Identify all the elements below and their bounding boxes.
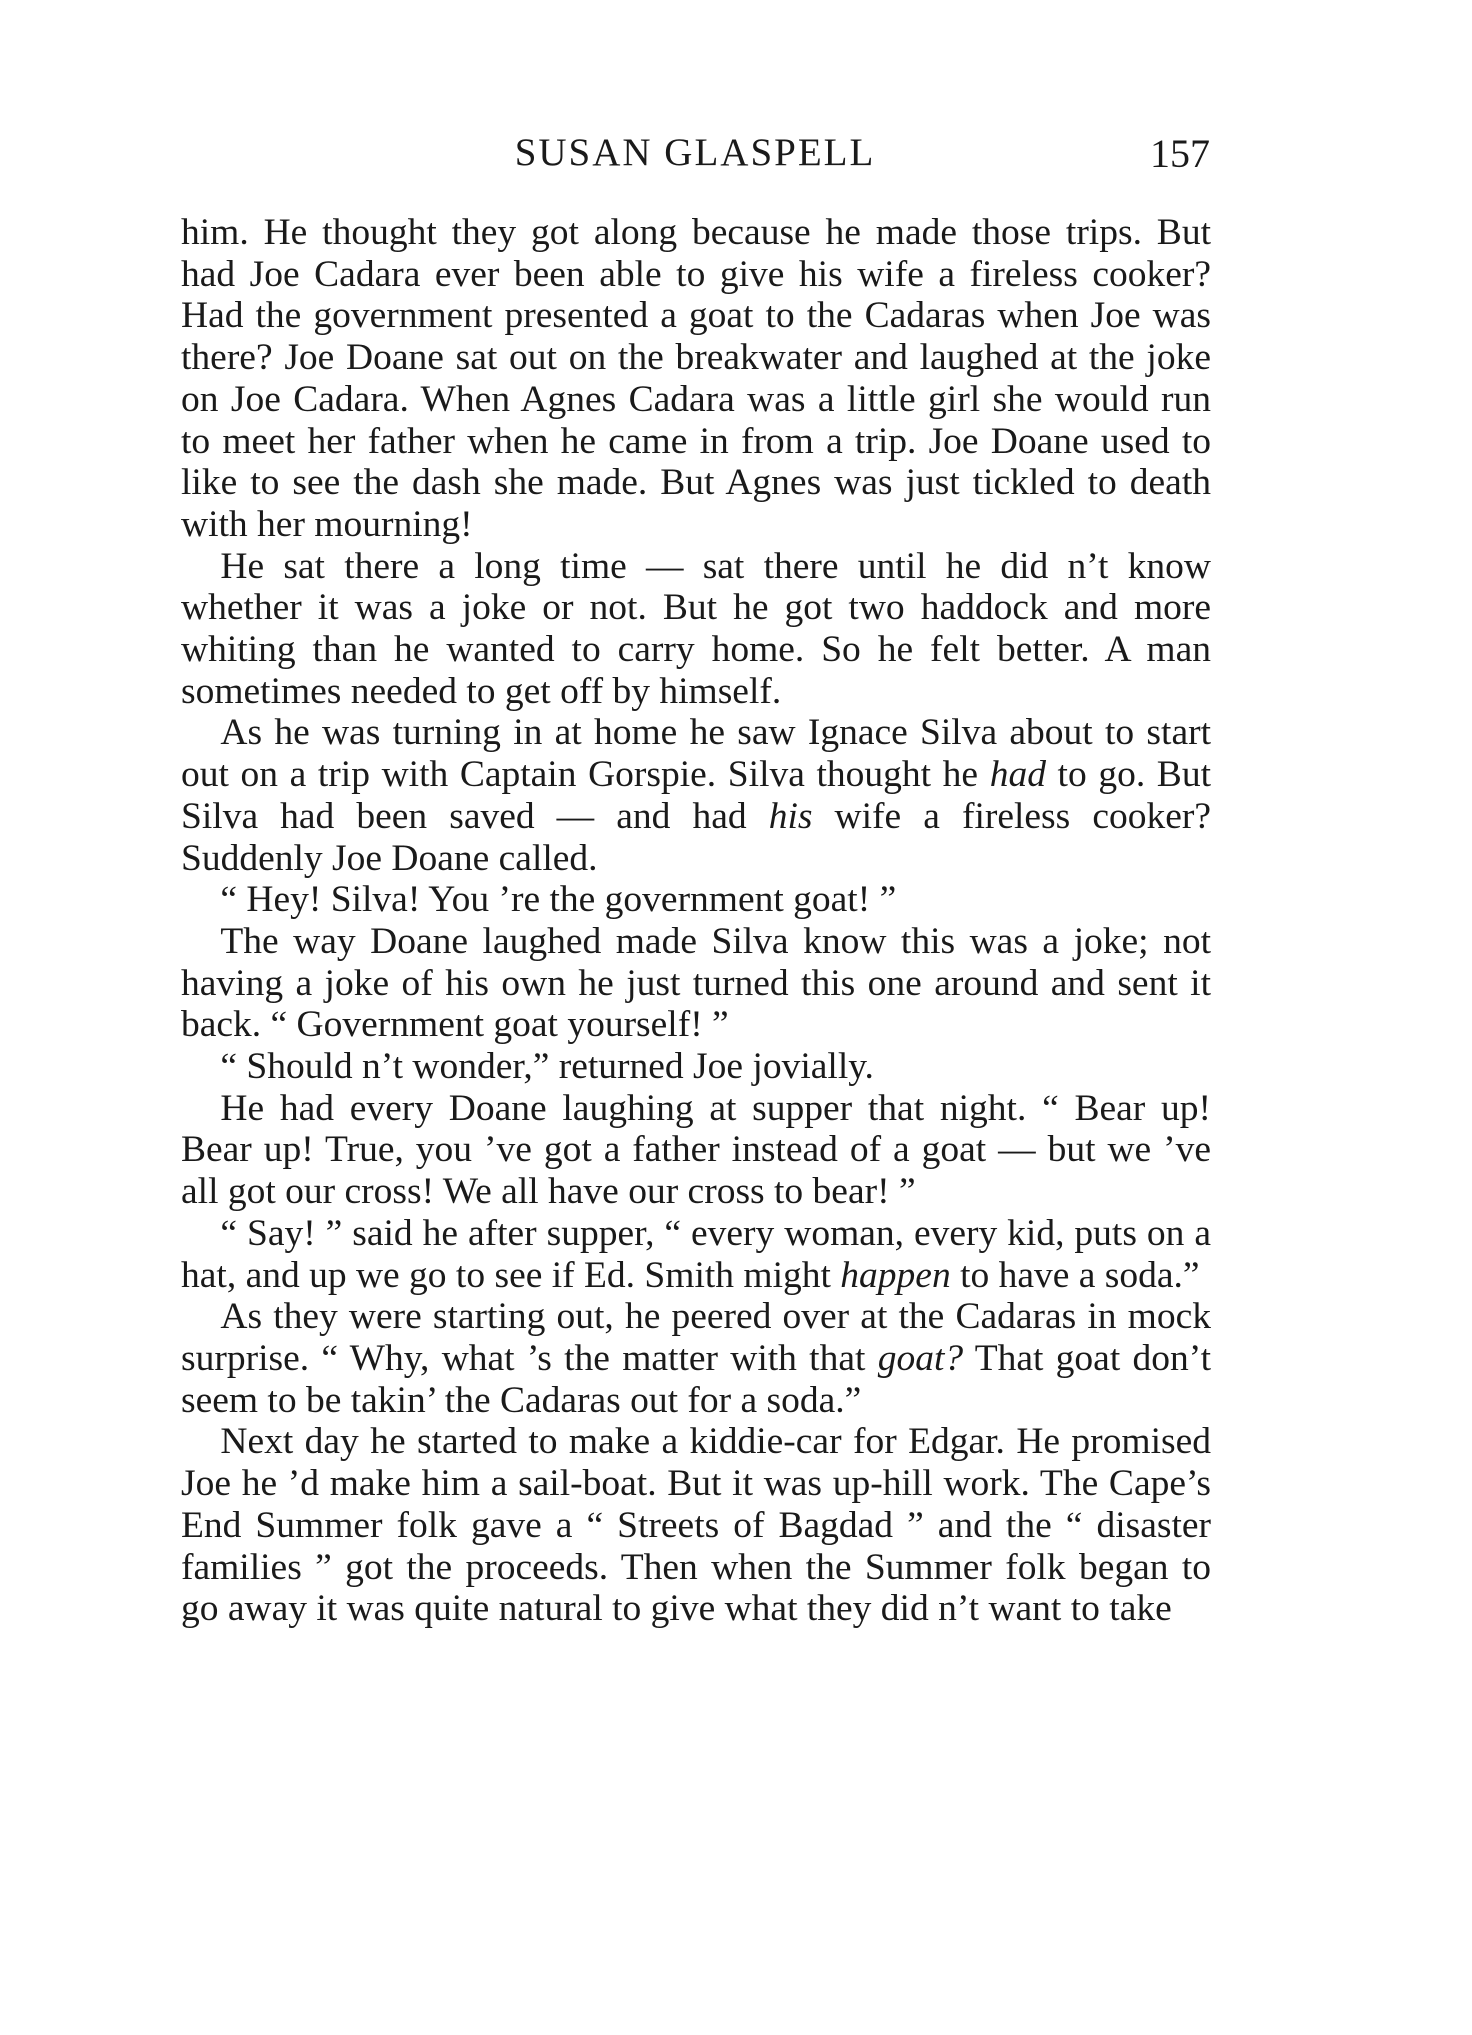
text-run: “ Say! ” said he after supper, “ every woman, every kid, puts on a hat, and up we go to see if Ed. Smith might: [181, 1212, 1211, 1296]
paragraph: [181, 921, 1211, 1046]
text-run: wife a fireless cooker? Suddenly Joe Doane called.: [181, 795, 1211, 879]
text-run: That goat don’t seem to be takin’ the Cadaras out for a soda.”: [181, 1337, 1211, 1421]
text-run: him. He thought they got along because he made those trips. But had Joe Cadara ever been able to give his wife a fireless cooker? Had the government presented a goat to the Cadaras when Joe was there? Joe Doane sat out on the breakwater and laughed at the joke on Joe Cadara. When Agnes Cadara was a little girl she would run to meet her father when he came in from a trip. Joe Doane used to like to see the dash she made. But Agnes was just tickled to death with her mourning!: [181, 212, 1211, 545]
italic-text: had: [989, 754, 1046, 796]
paragraph: [181, 1213, 1211, 1296]
paragraph: [181, 879, 1211, 921]
running-head: [180, 130, 1210, 190]
text-run: He sat there a long time — sat there until he did n’t know whether it was a joke or not. But he got two haddock and more whiting than he wanted to carry home. So he felt better. A man sometimes needed to get off by himself.: [181, 545, 1211, 712]
text-run: He had every Doane laughing at supper that night. “ Bear up! Bear up! True, you ’ve got a father instead of a goat — but we ’ve all got our cross! We all have our cross to bear! ”: [181, 1087, 1211, 1213]
running-title: SUSAN GLASPELL: [514, 131, 876, 174]
text-run: As he was turning in at home he saw Ignace Silva about to start out on a trip with Captain Gorspie. Silva thought he: [181, 712, 1211, 796]
page-number: 157: [1150, 131, 1210, 176]
italic-text: goat?: [877, 1337, 964, 1379]
paragraph: [181, 1088, 1211, 1213]
text-run: “ Hey! Silva! You ’re the government goat! ”: [220, 879, 897, 921]
text-run: The way Doane laughed made Silva know this was a joke; not having a joke of his own he just turned this one around and sent it back. “ Government goat yourself! ”: [181, 920, 1211, 1046]
paragraph: [181, 212, 1211, 546]
paragraph: [181, 712, 1211, 879]
text-run: As they were starting out, he peered over at the Cadaras in mock surprise. “ Why, what ’s the matter with that: [181, 1296, 1211, 1379]
italic-text: happen: [840, 1254, 951, 1296]
italic-text: his: [768, 795, 813, 837]
text-run: “ Should n’t wonder,” returned Joe jovially.: [220, 1046, 874, 1088]
text-run: to go. But Silva had been saved — and had: [181, 754, 1211, 837]
body-text: [181, 212, 1211, 1630]
paragraph: [181, 546, 1211, 713]
paragraph: [181, 1046, 1211, 1088]
paragraph: [181, 1421, 1211, 1630]
text-run: to have a soda.”: [950, 1254, 1200, 1296]
paragraph: [181, 1296, 1211, 1421]
text-run: Next day he started to make a kiddie-car for Edgar. He promised Joe he ’d make him a sail-boat. But it was up-hill work. The Cape’s End Summer folk gave a “ Streets of Bagdad ” and the “ disaster families ” got the proceeds. Then when the Summer folk began to go away it was quite natural to give what they did n’t want to take: [181, 1421, 1211, 1630]
